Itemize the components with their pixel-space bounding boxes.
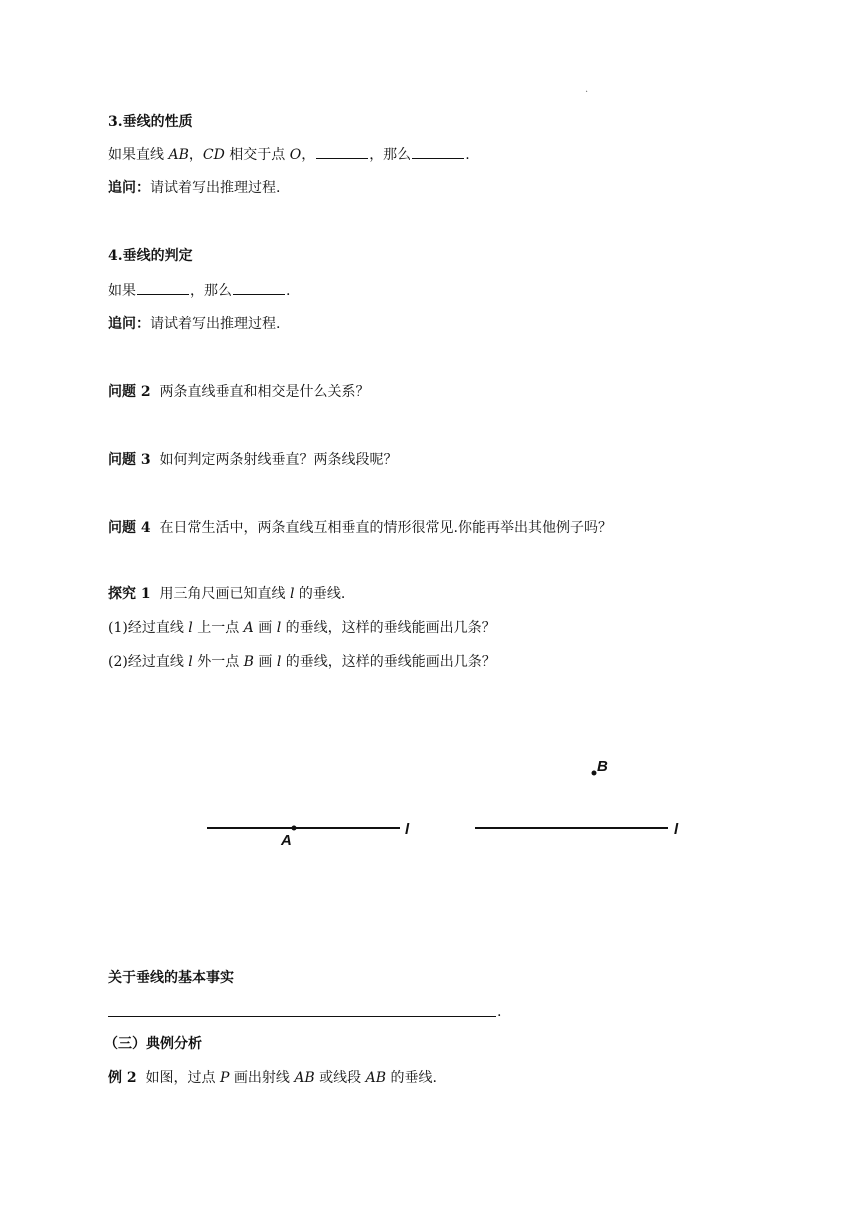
question-2-text: 两条直线垂直和相交是什么关系？ (159, 384, 370, 400)
section3-pre: 如果直线 (108, 147, 164, 163)
point-o: O (289, 147, 302, 163)
followup-label: 追问： (108, 180, 150, 196)
section4-then: ，那么 (190, 283, 232, 299)
example-2-label: 例 2 (108, 1070, 137, 1086)
example-2-b: 画出射线 (229, 1070, 295, 1086)
line-l-left-label: l (405, 821, 410, 838)
item1-point: A (243, 620, 254, 636)
item2-l1: l (188, 654, 193, 670)
point-a-dot (292, 826, 297, 831)
question-3-text: 如何判定两条射线垂直？两条线段呢？ (159, 452, 398, 468)
point-a-label: A (281, 832, 292, 849)
item2-l2: l (276, 654, 282, 670)
followup-text: 请试着写出推理过程. (150, 180, 281, 196)
explore-1-post: 的垂线. (294, 586, 346, 602)
item1-l2: l (276, 620, 282, 636)
comma: ， (301, 147, 316, 163)
question-4-text: 在日常生活中，两条直线互相垂直的情形很常见.你能再举出其他例子吗？ (159, 520, 612, 536)
followup-label-4: 追问： (108, 316, 150, 332)
followup-text-4: 请试着写出推理过程. (150, 316, 281, 332)
page-mark: . (585, 84, 589, 95)
fact-answer-line[interactable] (108, 1016, 496, 1017)
section3-end: . (465, 147, 470, 163)
explore-1-label: 探究 1 (108, 586, 151, 602)
section4-pre: 如果 (108, 283, 136, 299)
section4-heading: 4.垂线的判定 (108, 248, 193, 264)
section3-then: ，那么 (369, 147, 412, 163)
point-p: P (219, 1070, 230, 1086)
item1-l1: l (188, 620, 193, 636)
point-b-dot (592, 771, 597, 776)
line-l: l (289, 586, 295, 602)
sep: ， (188, 147, 203, 163)
line-ab: AB (168, 147, 189, 163)
example-2 (108, 1068, 437, 1088)
figure-left (207, 821, 410, 849)
item2-c: 画 (253, 654, 277, 670)
item1-b: 上一点 (192, 620, 244, 636)
item1-c: 画 (253, 620, 277, 636)
fact-heading: 关于垂线的基本事实 (108, 970, 234, 986)
example-2-d: 的垂线. (386, 1070, 437, 1086)
item2-a: (2)经过直线 (108, 654, 189, 670)
question-4-label: 问题 4 (108, 520, 151, 536)
item2-d: 的垂线，这样的垂线能画出几条？ (281, 654, 496, 670)
section3-heading: 3.垂线的性质 (108, 114, 193, 130)
section3-mid: 相交于点 (224, 147, 290, 163)
example-2-a: 如图，过点 (145, 1070, 220, 1086)
example-2-c: 或线段 (314, 1070, 366, 1086)
section4-end: . (286, 283, 291, 299)
explore-1-pre: 用三角尺画已知直线 (159, 586, 290, 602)
section-three-heading: （三）典例分析 (104, 1036, 202, 1052)
figure-right (475, 758, 679, 838)
question-2-label: 问题 2 (108, 384, 151, 400)
item2-point: B (243, 654, 254, 670)
item1-a: (1)经过直线 (108, 620, 189, 636)
fact-end: . (497, 1004, 502, 1020)
question-3-label: 问题 3 (108, 452, 151, 468)
segment-ab: AB (365, 1070, 387, 1086)
ray-ab: AB (294, 1070, 315, 1086)
item2-b: 外一点 (192, 654, 244, 670)
point-b-label: B (597, 758, 608, 775)
line-l-right-label: l (674, 821, 679, 838)
line-cd: CD (202, 147, 225, 163)
item1-d: 的垂线，这样的垂线能画出几条？ (281, 620, 496, 636)
